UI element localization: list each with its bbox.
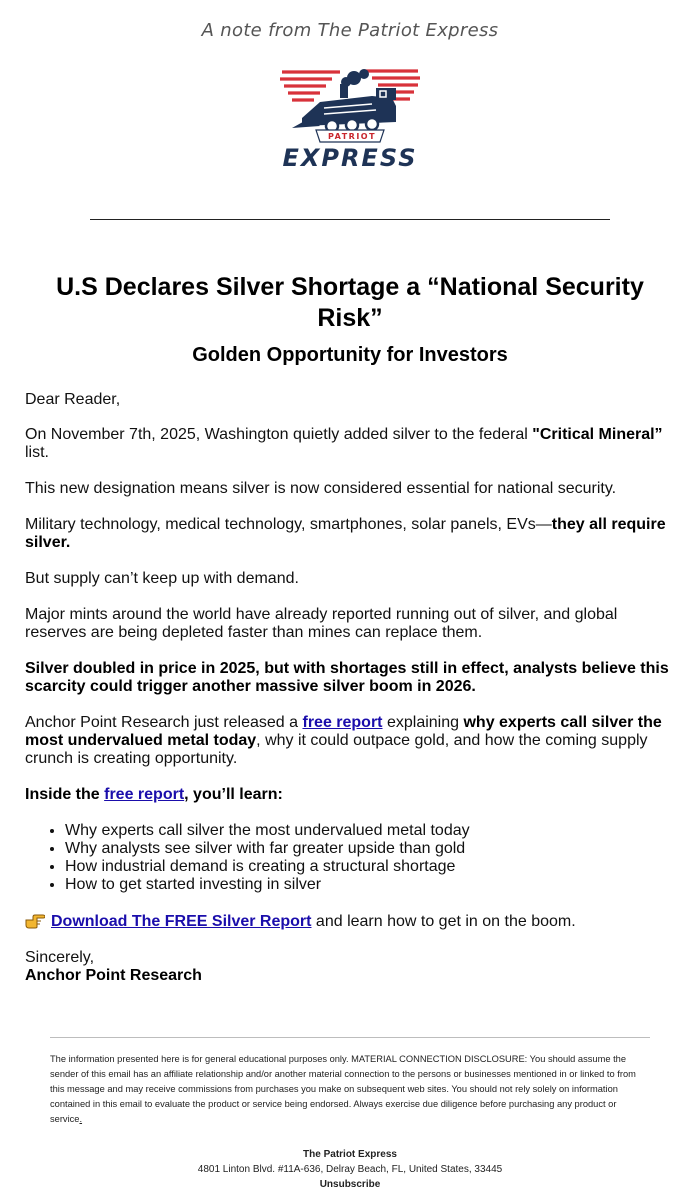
disclaimer-period-link[interactable]: .	[79, 1114, 83, 1124]
p7-text-c: , why it could outpace gold, and how the coming supply crunch is creating opportunity.	[25, 732, 648, 767]
footer-company: The Patriot Express	[303, 1149, 397, 1160]
p1-end: list.	[25, 444, 49, 461]
headline-title: U.S Declares Silver Shortage a “National Security Risk”	[56, 273, 644, 332]
p7-bold: why experts call silver the most undervalued metal today	[25, 714, 662, 749]
p1-text: On November 7th, 2025, Washington quietly added silver to the federal	[25, 426, 533, 443]
paragraph-critical-mineral	[25, 426, 675, 462]
greeting: Dear Reader,	[25, 391, 121, 408]
pointing-hand-icon	[25, 913, 45, 934]
paragraph-designation: This new designation means silver is now considered essential for national security.	[25, 480, 617, 497]
disclaimer-body: The information presented here is for general educational purposes only. MATERIAL CONNECTION DISCLOSURE: You should assume the sender of this email has an affiliate relationship and/or another material connection to the persons or businesses mentioned in or linked to from this message and may receive commissions from purchases you make on subsequent web sites. You should not rely solely on information contained in this email to evaluate the product or service being endorsed. Always exercise due diligence before purchasing any product or service	[50, 1054, 636, 1124]
logo-wordmark: EXPRESS	[282, 144, 418, 172]
paragraph-price-doubled	[25, 660, 675, 696]
paragraph-technology	[25, 516, 675, 552]
cta-line	[25, 913, 675, 934]
free-report-link-2[interactable]: free report	[104, 786, 185, 803]
download-report-link[interactable]: Download The FREE Silver Report	[51, 913, 312, 930]
p1-bold: "Critical Mineral”	[532, 426, 663, 443]
p3-text: Military technology, medical technology, smartphones, solar panels, EVs—	[25, 516, 552, 533]
headline-subtitle: Golden Opportunity for Investors	[192, 344, 508, 366]
p7-text-b: explaining	[382, 714, 464, 731]
unsubscribe-link[interactable]: Unsubscribe	[319, 1179, 381, 1190]
list-item: • How industrial demand is creating a structural shortage	[65, 858, 665, 876]
list-item: • Why analysts see silver with far greater upside than gold	[65, 840, 665, 858]
footer-divider	[50, 1037, 650, 1038]
header-note: A note from The Patriot Express	[201, 20, 499, 41]
header-divider	[90, 219, 610, 220]
p6-bold: Silver doubled in price in 2025, but with shortages still in effect, analysts believe this scarcity could trigger another massive silver boom in 2026.	[25, 660, 669, 695]
patriot-express-logo	[280, 66, 420, 172]
list-item: • How to get started investing in silver	[65, 876, 665, 894]
list-item: • Why experts call silver the most undervalued metal today	[65, 822, 665, 840]
paragraph-report	[25, 714, 675, 768]
paragraph-mints: Major mints around the world have already reported running out of silver, and global reserves are being depleted faster than mines can replace them.	[25, 606, 618, 641]
cta-rest: and learn how to get in on the boom.	[311, 913, 576, 930]
disclaimer-text	[50, 1052, 650, 1127]
footer-address: 4801 Linton Blvd. #11A-636, Delray Beach, FL, United States, 33445	[197, 1164, 503, 1175]
learn-text-a: Inside the	[25, 786, 105, 803]
signoff: Sincerely,	[25, 949, 95, 966]
benefits-list	[25, 822, 665, 894]
logo-small-word: PATRIOT	[328, 132, 377, 141]
learn-text-b: , you’ll learn:	[184, 786, 283, 803]
signature: Anchor Point Research	[25, 967, 202, 984]
p7-text-a: Anchor Point Research just released a	[25, 714, 303, 731]
paragraph-supply: But supply can’t keep up with demand.	[25, 570, 299, 587]
p3-bold: they all require silver.	[25, 516, 666, 551]
learn-heading	[25, 786, 675, 804]
free-report-link[interactable]: free report	[302, 714, 383, 731]
